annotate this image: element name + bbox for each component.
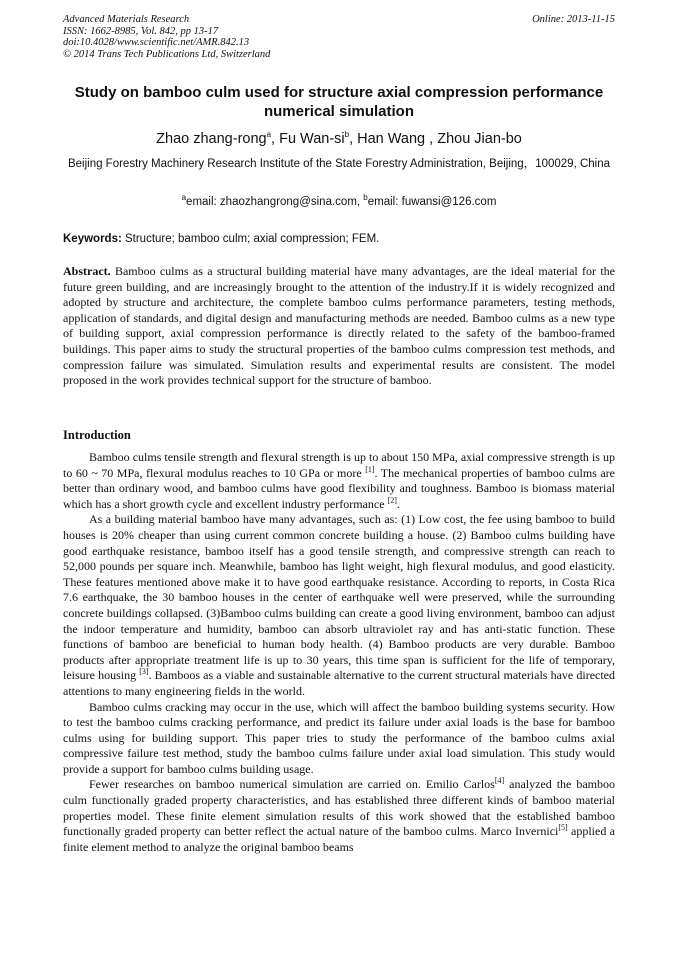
other-authors: , Han Wang , Zhou Jian-bo [349,131,522,147]
abstract [63,264,615,389]
author-2: Fu Wan-si [279,131,345,147]
introduction-body [63,450,615,855]
author-emails: $^a$email: zhaozhangrong@sina.com, $^b$email: fuwansi@126.com [181,193,497,208]
doi-line: doi:10.4028/www.scientific.net/AMR.842.13 [63,37,250,49]
email-a: email: zhaozhangrong@sina.com, [186,196,364,208]
paragraph: As a building material bamboo have many advantages, such as: (1) Low cost, the fee using bamboo to build houses is 20% cheaper than using current common concrete building a house. (2) Bamboo culms building have good earthquake resistance, bamboo itself has a good tensile strength, and compressive strength can reach to 52,000 pounds per square inch. Meanwhile, bamboo has light weight, high flexural modulus, and good elasticity. These features mentioned above make it to have good earthquake resistance. According to reports, in Costa Rica 7.6 earthquake, the 30 bamboo houses in the center of earthquake well were preserved, while the surrounding concrete buildings collapsed. (3)Bamboo culms building can create a good living environment, bamboo can adjust the indoor temperature and humidity, bamboo can absorb ultraviolet ray and has anti-static function. These functions of bamboo are beneficial to human body health. (4) Bamboo products are very durable. Bamboo products after appropriate treatment life is up to 30 years, this time span is sufficient for the life of temporary, leisure housing [3]. Bamboos as a viable and sustainable alternative to the current structural materials have directed attentions to many engineering fields in the world. [63,512,615,698]
abstract-label: Abstract. [63,264,111,278]
paragraph: Bamboo culms tensile strength and flexural strength is up to about 150 MPa, axial compressive strength is up to 60 ~ 70 MPa, flexural modulus reaches to 10 GPa or more [1]. The mechanical properties of bamboo culms are better than ordinary wood, and bamboo culms have good flexibility and toughness. Bamboo is biomass material which has a short growth cycle and excellent industry performance [2]. [63,450,615,511]
issn-line: ISSN: 1662-8985, Vol. 842, pp 13-17 [63,25,219,37]
keywords-label: Keywords: [63,233,122,245]
citation: [4] [494,776,505,786]
author-1: Zhao zhang-rong [156,131,267,147]
journal-name: Advanced Materials Research [63,14,190,25]
citation: [1] [365,464,375,474]
citation: [5] [558,823,568,833]
keywords [63,232,615,247]
author-1-affil-mark: a [266,130,272,140]
section-heading-introduction: Introduction [63,428,131,442]
paragraph: Bamboo culms cracking may occur in the use, which will affect the bamboo building systems security. How to test the bamboo culms cracking performance, and predict its failure under axial loads is the base for bamboo culms using for building support. This paper tries to study the performance of the bamboo culms axial compressive failure test method, study the bamboo culms failure under axial load simulation. This study would provide a support for bamboo culms building usage. [63,699,615,776]
paper-title: Study on bamboo culm used for structure axial compression performance numerical simulation [74,84,604,120]
paragraph: Fewer researches on bamboo numerical simulation are carried on. Emilio Carlos[4] analyzed the bamboo culm functionally graded property characteristics, and has established three different kinds of bamboo material properties model. These finite element simulation results of this work showed that the established bamboo functionally graded property can better reflect the actual nature of the bamboo culms. Marco Invernici[5] applied a finite element method to analyze the original bamboo beams [63,776,615,854]
abstract-text: Bamboo culms as a structural building material have many advantages, are the ideal material for the future green building, and are increasingly brought to the attention of the industry.If it is widely recognized and adopted by structure and architecture, the complete bamboo culms performance parameters, testing methods, application of standards, and digital design and manufacturing methods are needed. Bamboo culms as a new type of building support, axial compression performance is directly related to the safety of the bamboo-framed buildings. This paper aims to study the structural properties of the bamboo culms compression test methods, and compression failure was simulated. Simulation results and experimental results are consistent. The model proposed in the work provides technical support for the structure of bamboo. [63,264,615,388]
author-2-affil-mark: b [344,130,350,140]
journal-header [63,14,615,60]
keywords-text: Structure; bamboo culm; axial compression; FEM. [121,233,380,245]
affiliation: Beijing Forestry Machinery Research Institute of the State Forestry Administration, Beijing，100029, China [67,158,611,170]
citation: [3] [139,667,149,677]
citation: [2] [387,495,397,505]
author-list: Zhao zhang-rong$^a$, Fu Wan-$si^b$, Han Wang , Zhou Jian-bo [156,130,522,147]
online-date: Online: 2013-11-15 [532,14,615,25]
copyright-line: © 2014 Trans Tech Publications Ltd, Switzerland [63,48,271,60]
email-b: email: fuwansi@126.com [367,196,497,208]
